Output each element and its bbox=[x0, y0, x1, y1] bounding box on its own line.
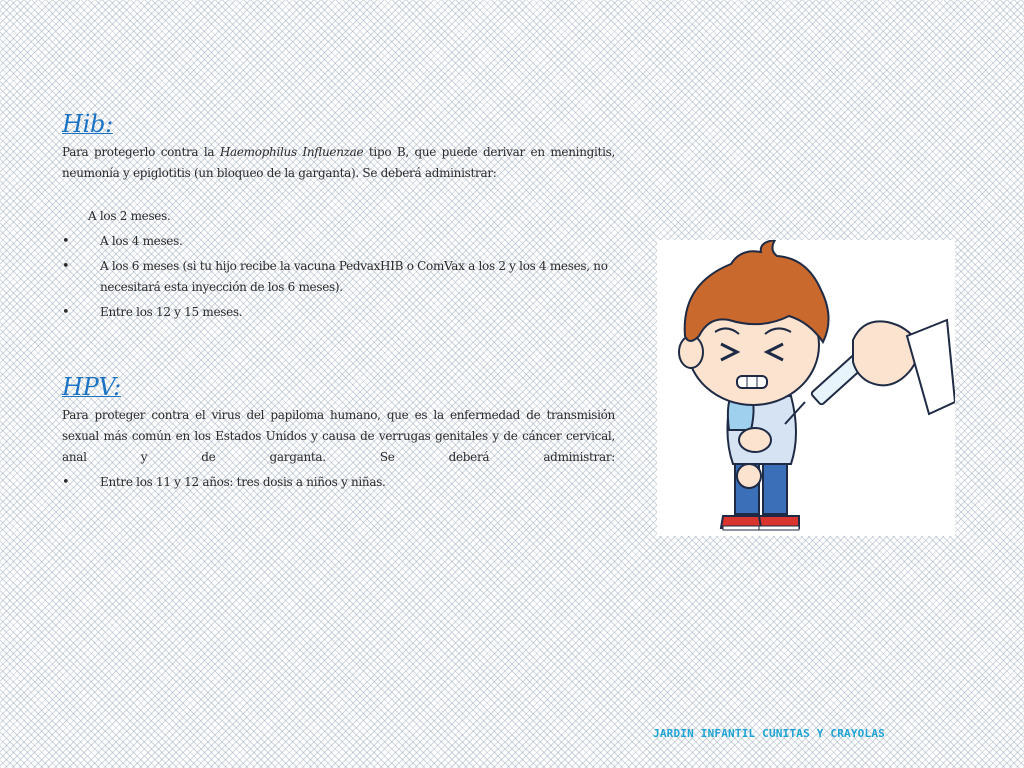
list-item: • A los 4 meses. bbox=[62, 231, 615, 252]
hib-first-dose: A los 2 meses. bbox=[88, 209, 171, 223]
hpv-dose-list bbox=[62, 472, 615, 493]
hpv-intro: Para proteger contra el virus del papiloma humano, que es la enfermedad de transmisión sexual más común en los Estados Unidos y causa de verrugas genitales y de cáncer cervical, anal y de garganta. Se deberá administrar: bbox=[62, 408, 615, 464]
list-item: • A los 6 meses (si tu hijo recibe la vacuna PedvaxHIB o ComVax a los 2 y los 4 meses, no necesitará esta inyección de los 6 meses). bbox=[62, 256, 615, 298]
hib-intro-after: tipo B, que puede derivar en meningitis, neumonía y epiglotitis (un bloqueo de la garganta). Se deberá administrar: bbox=[62, 145, 615, 180]
doctor-hand bbox=[853, 321, 918, 385]
hib-heading: Hib: bbox=[62, 110, 113, 138]
hib-dose-list bbox=[62, 231, 615, 323]
hpv-heading: HPV: bbox=[62, 373, 121, 401]
list-item: • Entre los 12 y 15 meses. bbox=[62, 302, 615, 323]
hib-intro-before: Para protegerlo contra la bbox=[62, 145, 220, 159]
boy-injection-image bbox=[657, 240, 955, 536]
right-leg bbox=[763, 458, 787, 514]
hib-intro-italic: Haemophilus Influenzae bbox=[219, 145, 364, 159]
doctor-sleeve bbox=[907, 320, 955, 414]
hib-intro bbox=[62, 142, 615, 184]
list-item: • Entre los 11 y 12 años: tres dosis a niños y niñas. bbox=[62, 472, 615, 493]
vaccination-illustration bbox=[657, 240, 955, 536]
mouth bbox=[737, 376, 767, 388]
footer-text: JARDIN INFANTIL CUNITAS Y CRAYOLAS bbox=[653, 727, 885, 740]
main-content bbox=[62, 108, 615, 493]
hand bbox=[739, 428, 771, 452]
